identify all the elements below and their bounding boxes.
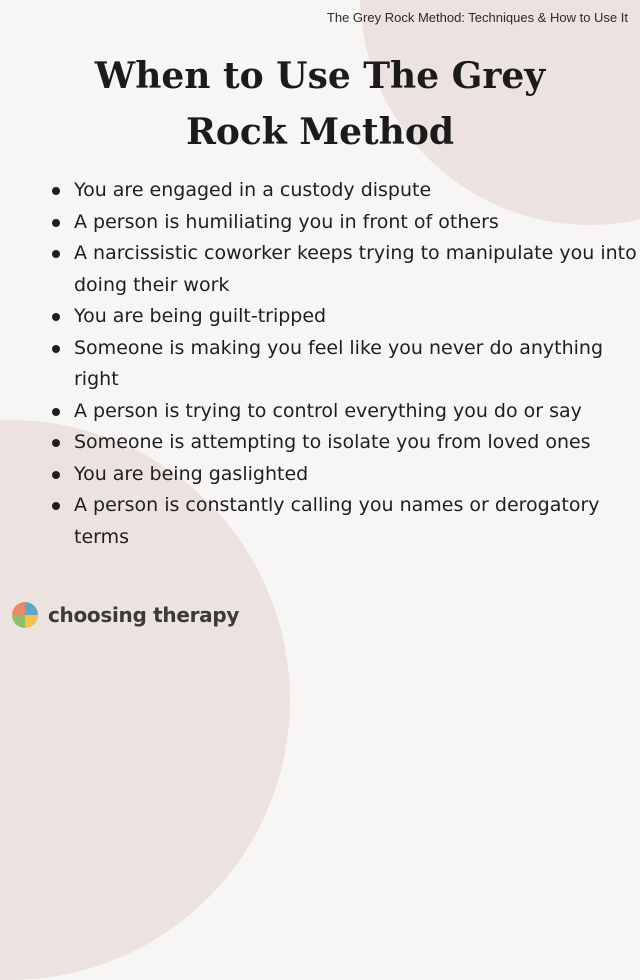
bullet-item [48, 459, 638, 491]
bullet-dot-icon [52, 408, 60, 416]
bullet-item [48, 207, 638, 239]
bullet-dot-icon [52, 345, 60, 353]
bullet-item [48, 333, 638, 396]
bullet-dot-icon [52, 471, 60, 479]
brand-name: choosing therapy [48, 603, 240, 627]
bullet-item [48, 175, 638, 207]
bullet-text: A person is humiliating you in front of others [74, 210, 499, 233]
brand-logo [10, 598, 239, 632]
bullet-text: Someone is making you feel like you never do anything right [74, 336, 604, 390]
bullet-text: A narcissistic coworker keeps trying to manipulate you into doing their work [74, 242, 637, 296]
bullet-item [48, 427, 638, 459]
choosing-therapy-logo-icon [10, 600, 40, 630]
page-title-line-2: Rock Method [185, 111, 455, 153]
bullet-item [48, 396, 638, 428]
bullet-dot-icon [52, 250, 60, 258]
page-title-line-1: When to Use The Grey [94, 55, 546, 97]
bullet-dot-icon [52, 439, 60, 447]
page-title [0, 48, 640, 160]
bullet-dot-icon [52, 187, 60, 195]
bullet-text: You are being gaslighted [74, 462, 309, 485]
bullet-dot-icon [52, 502, 60, 510]
bullet-item [48, 490, 638, 553]
bullet-text: You are engaged in a custody dispute [74, 179, 432, 201]
bullet-dot-icon [52, 219, 60, 227]
bullet-text: You are being guilt-tripped [74, 305, 327, 327]
bullet-item [48, 238, 638, 301]
bullet-text: A person is constantly calling you names or derogatory terms [74, 494, 600, 548]
bullet-item [48, 301, 638, 333]
bullet-text: Someone is attempting to isolate you from loved ones [74, 431, 591, 453]
article-title-header: The Grey Rock Method: Techniques & How to Use It [326, 10, 628, 25]
bullet-dot-icon [52, 313, 60, 321]
bullet-list [48, 175, 638, 553]
bullet-text: A person is trying to control everything you do or say [74, 399, 582, 422]
